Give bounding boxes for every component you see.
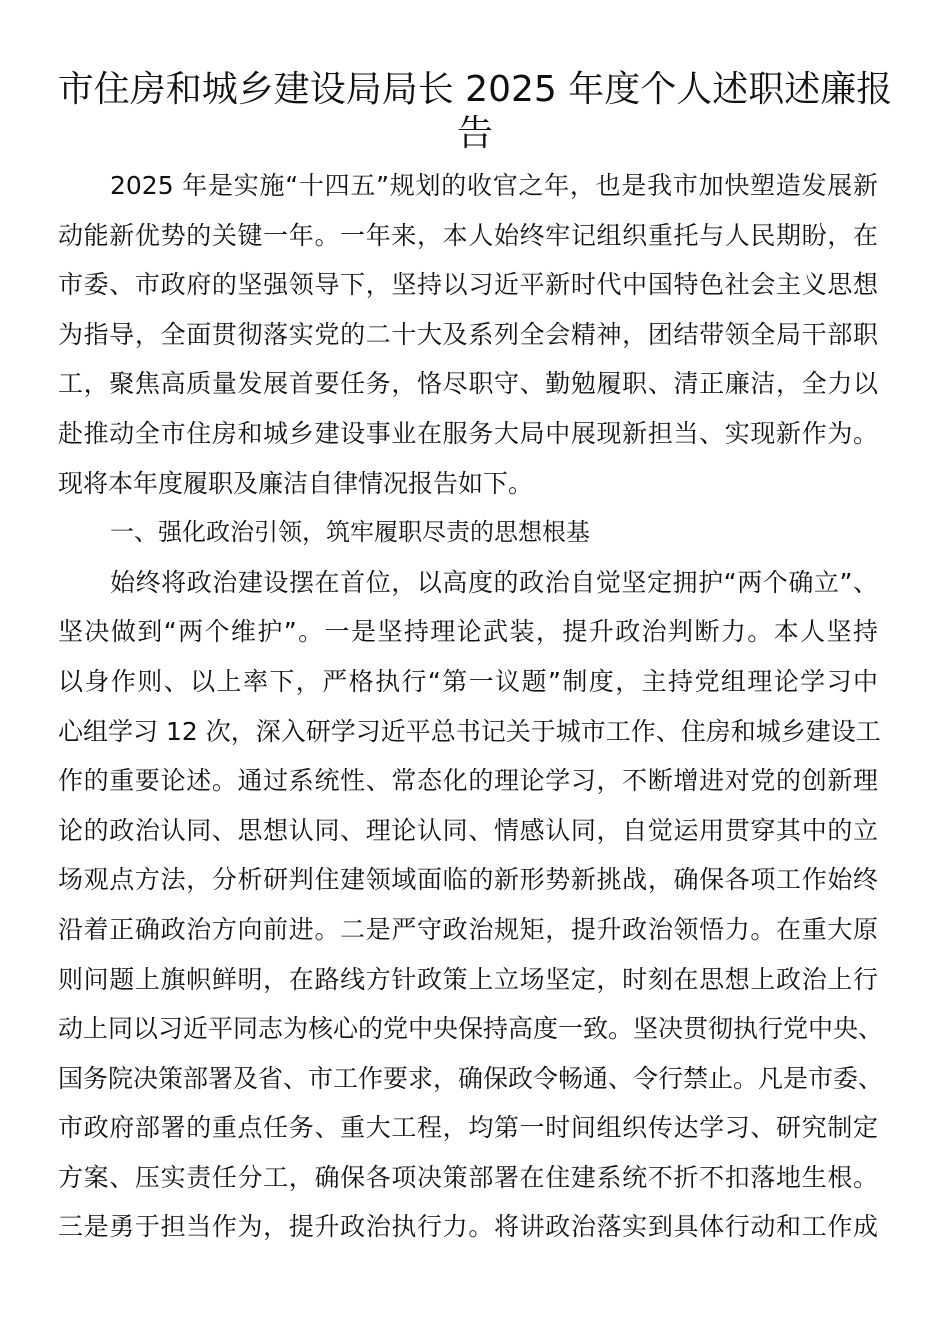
text-line: 场观点方法，分析研判住建领域面临的新形势新挑战，确保各项工作始终 — [58, 865, 878, 895]
document-body — [58, 161, 884, 1252]
title-line: 市住房和城乡建设局局长 2025 年度个人述职述廉报 — [57, 69, 893, 110]
document-title — [40, 68, 910, 156]
text-line: 以身作则、以上率下，严格执行“第一议题”制度，主持党组理论学习中 — [58, 666, 878, 696]
text-line: 市政府部署的重点任务、重大工程，均第一时间组织传达学习、研究制定 — [58, 1113, 878, 1143]
text-line: 则问题上旗帜鲜明，在路线方针政策上立场坚定，时刻在思想上政治上行 — [58, 964, 878, 994]
paragraph — [58, 161, 878, 508]
section-heading — [58, 508, 878, 558]
text-line: 国务院决策部署及省、市工作要求，确保政令畅通、令行禁止。凡是市委、 — [58, 1063, 884, 1093]
text-line: 方案、压实责任分工，确保各项决策部署在住建系统不折不扣落地生根。 — [58, 1162, 878, 1192]
text-line: 沿着正确政治方向前进。二是严守政治规矩，提升政治领悟力。在重大原 — [58, 914, 878, 944]
paragraph — [58, 558, 884, 1252]
text-line: 2025 年是实施“十四五”规划的收官之年，也是我市加快塑造发展新 — [110, 171, 878, 200]
text-line: 一、强化政治引领，筑牢履职尽责的思想根基 — [110, 518, 590, 547]
text-line: 论的政治认同、思想认同、理论认同、情感认同，自觉运用贯穿其中的立 — [58, 815, 878, 845]
text-line: 作的重要论述。通过系统性、常态化的理论学习，不断增进对党的创新理 — [58, 766, 878, 796]
text-line: 动上同以习近平同志为核心的党中央保持高度一致。坚决贯彻执行党中央、 — [58, 1014, 884, 1044]
text-line: 始终将政治建设摆在首位，以高度的政治自觉坚定拥护“两个确立”、 — [110, 567, 878, 597]
text-line: 为指导，全面贯彻落实党的二十大及系列全会精神，团结带领全局干部职 — [58, 319, 878, 349]
text-line: 三是勇于担当作为，提升政治执行力。将讲政治落实到具体行动和工作成 — [58, 1212, 878, 1242]
text-line: 市委、市政府的坚强领导下，坚持以习近平新时代中国特色社会主义思想 — [58, 270, 878, 300]
text-line: 赴推动全市住房和城乡建设事业在服务大局中展现新担当、实现新作为。 — [58, 418, 878, 448]
title-line: 告 — [456, 113, 493, 154]
text-line: 心组学习 12 次，深入研学习近平总书记关于城市工作、住房和城乡建设工 — [58, 716, 881, 746]
text-line: 坚决做到“两个维护”。一是坚持理论武装，提升政治判断力。本人坚持 — [58, 617, 878, 647]
text-line: 现将本年度履职及廉洁自律情况报告如下。 — [58, 468, 534, 498]
text-line: 动能新优势的关键一年。一年来，本人始终牢记组织重托与人民期盼，在 — [58, 220, 878, 250]
text-line: 工，聚焦高质量发展首要任务，恪尽职守、勤勉履职、清正廉洁，全力以 — [58, 369, 878, 399]
